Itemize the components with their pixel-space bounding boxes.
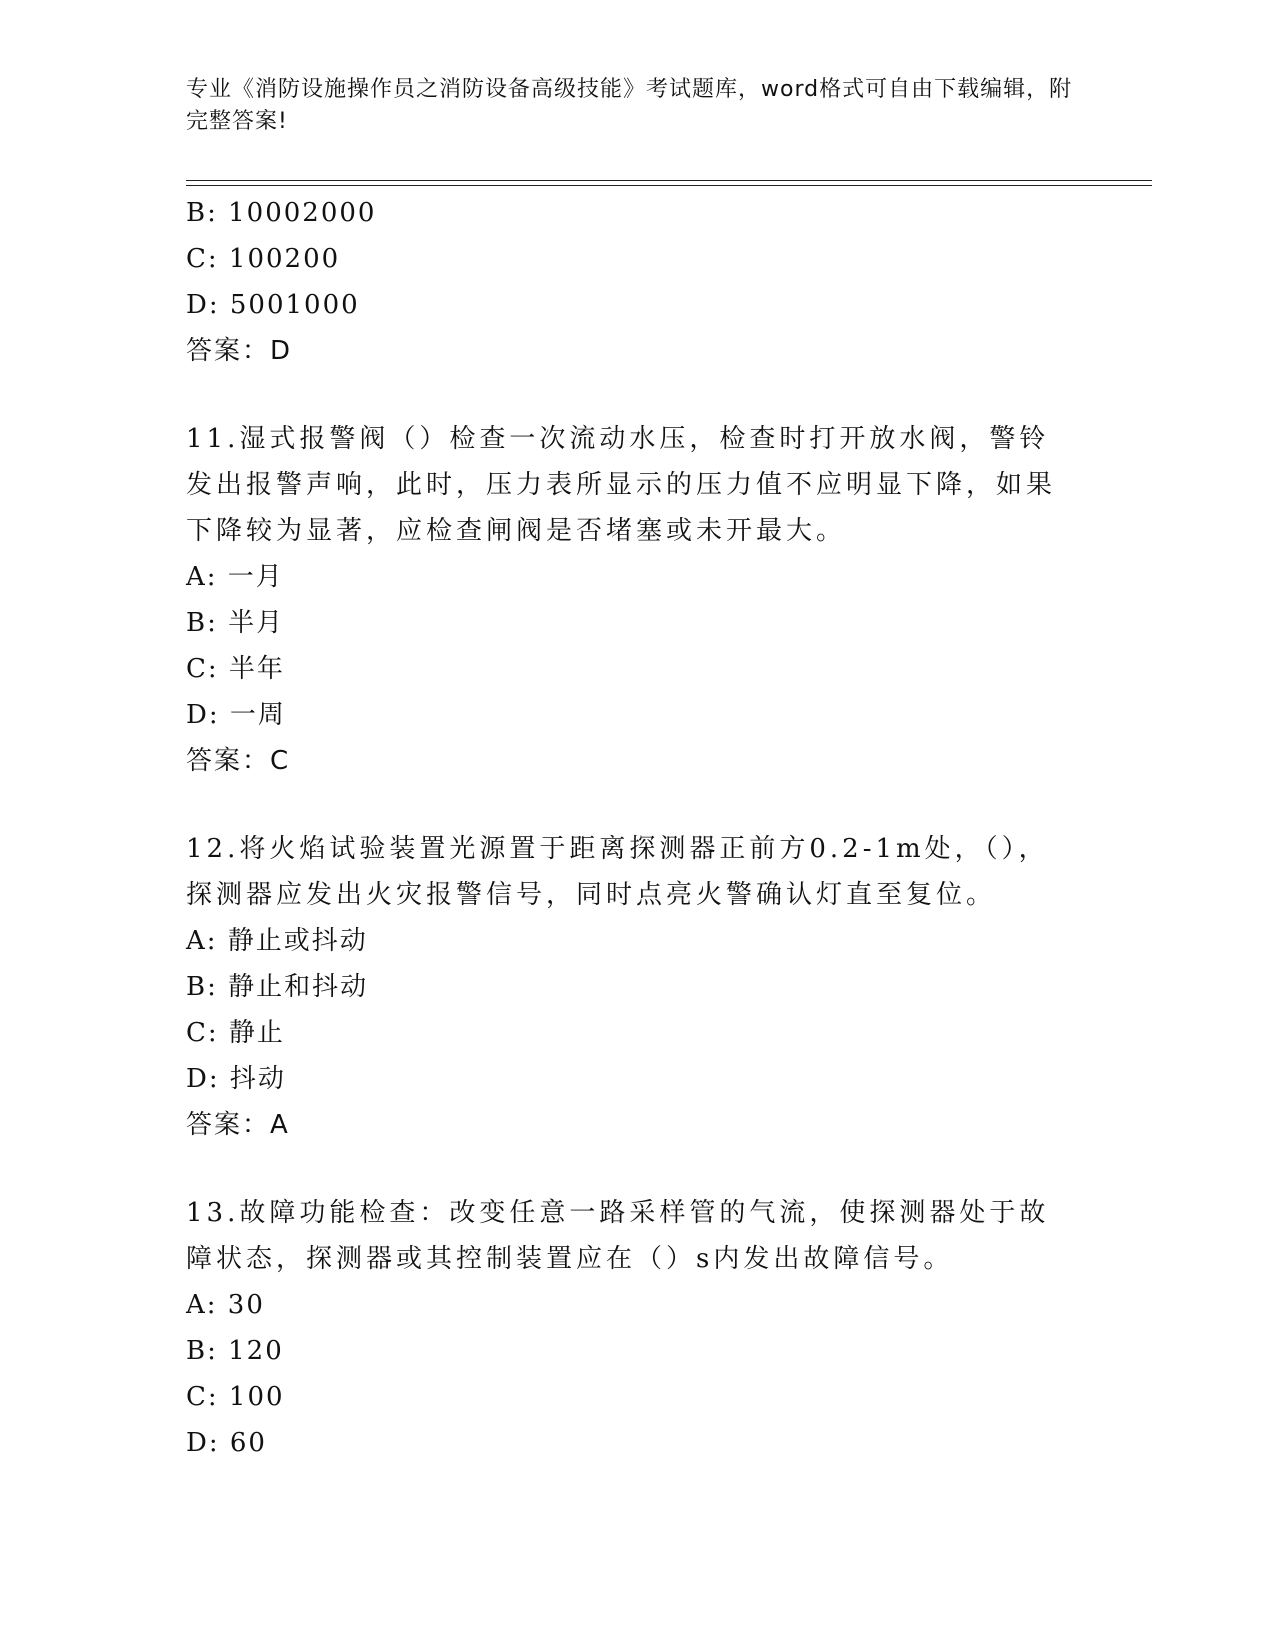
question-text: 12.将火焰试验装置光源置于距离探测器正前方0.2-1m处，（），探测器应发出火灾报警信号，同时点亮火警确认灯直至复位。: [186, 834, 1049, 910]
question-12-block: [186, 826, 1086, 1148]
option-d: D: 抖动: [186, 1064, 286, 1094]
option-c: C: 半年: [186, 654, 285, 684]
spacer: [186, 1148, 1086, 1190]
question-text: 13.故障功能检查：改变任意一路采样管的气流，使探测器处于故障状态，探测器或其控制装置应在（）s内发出故障信号。: [186, 1198, 1050, 1274]
prev-question-block: [186, 190, 1086, 374]
option-b: B: 半月: [186, 608, 285, 638]
header-rule-top: [186, 180, 1152, 181]
spacer: [186, 784, 1086, 826]
page-header: 专业《消防设施操作员之消防设备高级技能》考试题库，word格式可自由下载编辑，附完整答案!: [186, 77, 1073, 134]
option-a: A: 静止或抖动: [186, 926, 368, 956]
option-c: C: 100200: [186, 244, 341, 274]
option-b: B: 静止和抖动: [186, 972, 369, 1002]
option-d: D: 5001000: [186, 290, 360, 320]
question-11-block: [186, 416, 1086, 784]
option-c: C: 100: [186, 1382, 285, 1412]
option-b: B: 10002000: [186, 198, 377, 228]
question-text: 11.湿式报警阀（）检查一次流动水压，检查时打开放水阀，警铃发出报警声响，此时，压力表所显示的压力值不应明显下降，如果下降较为显著，应检查闸阀是否堵塞或未开最大。: [186, 424, 1057, 546]
question-13-block: [186, 1190, 1086, 1466]
option-d: D: 60: [186, 1428, 267, 1458]
spacer: [186, 374, 1086, 416]
answer: 答案：C: [186, 746, 291, 776]
option-d: D: 一周: [186, 700, 286, 730]
option-a: A: 一月: [186, 562, 284, 592]
option-a: A: 30: [186, 1290, 265, 1320]
option-c: C: 静止: [186, 1018, 285, 1048]
option-b: B: 120: [186, 1336, 284, 1366]
answer: 答案：A: [186, 1110, 290, 1140]
header-rule-bottom: [186, 185, 1152, 186]
answer: 答案：D: [186, 336, 293, 366]
question-content: [186, 190, 1086, 1466]
